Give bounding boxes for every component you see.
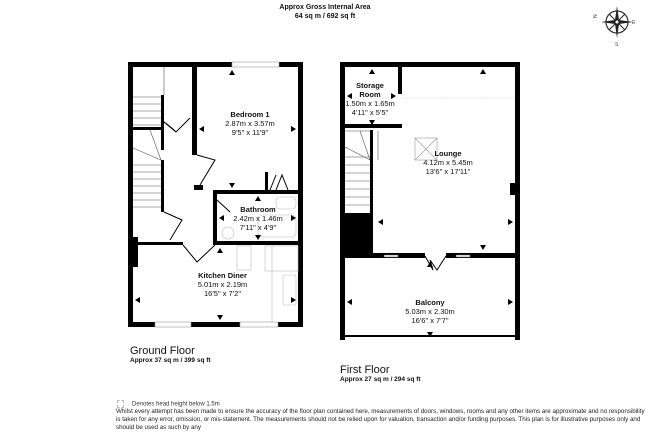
room-kitchen-diner	[180, 271, 265, 298]
room-name: Bedroom 1	[230, 110, 270, 119]
room-name-line2: Room	[359, 90, 381, 99]
legend-text: Denotes head height below 1.5m	[132, 401, 220, 408]
room-imperial: 4'11" x 5'5"	[351, 108, 389, 117]
first-floor-windows	[384, 255, 470, 257]
ground-floor-title: Ground Floor	[130, 345, 195, 357]
first-floor-area: Approx 27 sq m / 294 sq ft	[340, 376, 421, 383]
ground-floor-stairs	[133, 67, 164, 207]
room-imperial: 9'5" x 11'9"	[231, 128, 269, 137]
room-imperial: 7'11" x 4'9"	[239, 223, 277, 232]
head-height-legend	[117, 400, 220, 408]
room-metric: 5.01m x 2.19m	[197, 280, 248, 289]
gross-area-title: Approx Gross Internal Area	[279, 4, 371, 11]
gross-area-value: 64 sq m / 692 sq ft	[294, 13, 356, 20]
first-floor-stairs	[345, 131, 378, 205]
room-metric: 2.87m x 3.57m	[225, 119, 275, 128]
room-storage	[342, 81, 398, 117]
room-name: Bathroom	[240, 205, 276, 214]
room-imperial: 16'5" x 7'2"	[204, 289, 241, 298]
room-metric: 2.42m x 1.46m	[233, 214, 283, 223]
first-floor-title: First Floor	[340, 364, 390, 376]
room-name: Balcony	[415, 298, 445, 307]
ground-floor-area: Approx 37 sq m / 399 sq ft	[130, 357, 211, 364]
room-balcony	[390, 298, 470, 325]
head-height-swatch-icon	[117, 400, 124, 408]
room-bathroom	[223, 205, 293, 232]
compass-n: N	[593, 14, 599, 18]
ground-floor-caption	[130, 345, 211, 364]
compass-e: E	[632, 20, 636, 26]
room-imperial: 13'6" x 17'11"	[425, 167, 471, 176]
room-imperial: 16'6" x 7'7"	[411, 316, 449, 325]
room-name: Lounge	[434, 149, 462, 158]
room-name: Kitchen Diner	[198, 271, 247, 280]
room-metric: 4.12m x 5.45m	[423, 158, 473, 167]
room-metric: 5.03m x 2.30m	[405, 307, 455, 316]
disclaimer-text: Whilst every attempt has been made to ensure the accuracy of the floor plan contained here, measurements of doors, windows, rooms and any other items are approximate and no responsibility is taken for any error, omission, or mis-statement. The measurements should not be relied upon for valuation, transaction and/or funding purposes. This plan is for illustrative purposes only and should be used as such by any	[116, 408, 645, 431]
room-lounge	[408, 149, 488, 176]
room-name-line1: Storage	[356, 81, 384, 90]
room-metric: 1.50m x 1.65m	[345, 99, 395, 108]
compass-s: S	[615, 42, 619, 48]
first-floor-doors	[425, 256, 446, 270]
first-floor-caption	[340, 364, 421, 383]
room-bedroom-1	[210, 110, 290, 137]
